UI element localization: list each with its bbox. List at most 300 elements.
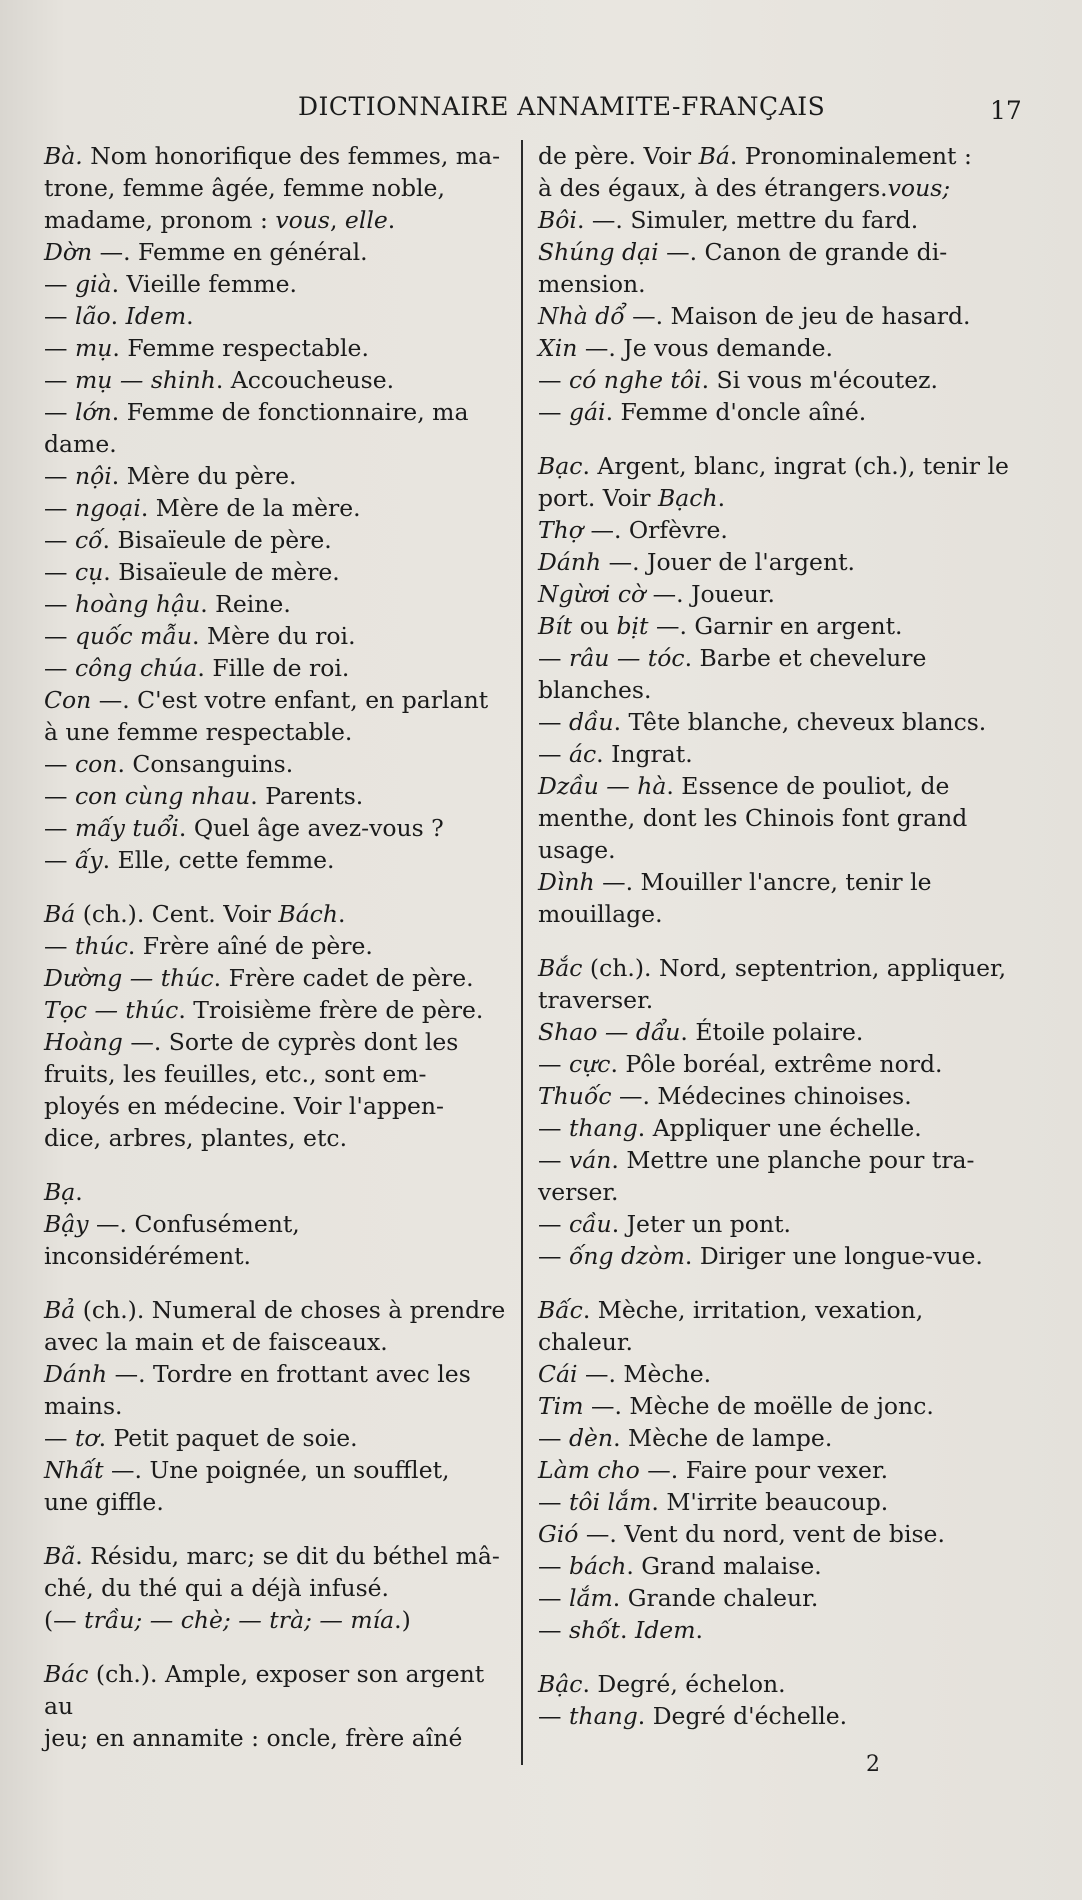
italic-ref: Bách	[278, 900, 338, 928]
entry-line	[44, 994, 514, 1026]
entry-gap	[538, 930, 1016, 952]
headword: Nhà dổ	[538, 302, 625, 330]
definition-text: . Accoucheuse.	[215, 366, 395, 394]
definition-text: . Quel âge avez-vous ?	[178, 814, 444, 842]
definition-text: —. Jouer de l'argent.	[601, 548, 855, 576]
definition-text: .	[110, 302, 126, 330]
definition-text: .	[75, 1178, 83, 1206]
definition-text: de père. Voir	[538, 142, 699, 170]
signature-mark: 2	[866, 1752, 880, 1777]
headword: Dánh	[44, 1360, 108, 1388]
entry-headword-line	[44, 1540, 514, 1572]
entry-line	[538, 236, 1016, 268]
entry-line	[538, 332, 1016, 364]
definition-text: madame, pronom :	[44, 206, 276, 234]
entry-line	[44, 1454, 514, 1486]
entry-line	[44, 396, 514, 428]
headword: Bã	[44, 1542, 76, 1570]
entry-line	[538, 1486, 1016, 1518]
entry-line	[538, 866, 1016, 898]
headword: Dzầu — hà	[538, 772, 667, 800]
headword: Bá	[44, 900, 76, 928]
definition-text: —	[538, 740, 569, 768]
definition-text: . Mère du roi.	[192, 622, 356, 650]
italic-ref: Idem	[634, 1616, 696, 1644]
entry-line	[44, 652, 514, 684]
definition-text: . Femme de fonctionnaire, ma	[111, 398, 469, 426]
entry-line	[538, 674, 1016, 706]
entry-gap	[538, 1272, 1016, 1294]
definition-text: —. Maison de jeu de hasard.	[624, 302, 971, 330]
entry-line	[538, 1112, 1016, 1144]
definition-text: . Femme d'oncle aîné.	[605, 398, 867, 426]
headword: ấy	[74, 846, 103, 874]
entry-line	[538, 642, 1016, 674]
entry-gap	[44, 1272, 514, 1294]
definition-text: . Résidu, marc; se dit du béthel mâ-	[75, 1542, 500, 1570]
entry-line	[538, 1422, 1016, 1454]
definition-text: —	[44, 814, 75, 842]
entry-line	[538, 1582, 1016, 1614]
definition-text: —. Garnir en argent.	[648, 612, 903, 640]
entry-line	[538, 738, 1016, 770]
entry-line	[538, 1080, 1016, 1112]
headword: con cùng nhau	[74, 782, 251, 810]
running-header	[0, 92, 1082, 132]
headword: Bôi	[538, 206, 577, 234]
headword: mấy tuổi	[74, 814, 179, 842]
definition-text: traverser.	[538, 986, 654, 1014]
definition-text: —. Mouiller l'ancre, tenir le	[594, 868, 932, 896]
headword: hoàng hậu	[74, 590, 201, 618]
headword: cụ	[74, 558, 104, 586]
entry-line	[44, 236, 514, 268]
entry-line	[44, 1090, 514, 1122]
headword: cầu	[568, 1210, 612, 1238]
headword: Dờn	[44, 238, 93, 266]
entry-gap	[44, 876, 514, 898]
definition-text: .)	[394, 1606, 411, 1634]
entry-line	[538, 1614, 1016, 1646]
definition-text: . Si vous m'écoutez.	[701, 366, 938, 394]
headword: ngoại	[74, 494, 141, 522]
headword: con	[74, 750, 118, 778]
entry-line	[44, 1208, 514, 1272]
headword: dèn	[568, 1424, 614, 1452]
definition-text: ployés en médecine. Voir l'appen-	[44, 1092, 444, 1120]
entry-line	[538, 1144, 1016, 1176]
italic-ref: Bá	[698, 142, 730, 170]
definition-text: . Reine.	[200, 590, 291, 618]
entry-line	[44, 1572, 514, 1604]
definition-text: —. Je vous demande.	[577, 334, 833, 362]
entry-line	[44, 588, 514, 620]
entry-gap	[538, 428, 1016, 450]
definition-text: . Jeter un pont.	[611, 1210, 791, 1238]
definition-text: . Mèche, irritation, vexation, chaleur.	[538, 1296, 924, 1356]
definition-text: à une femme respectable.	[44, 718, 353, 746]
column-divider	[521, 140, 523, 1765]
definition-text: —. Mèche.	[577, 1360, 712, 1388]
definition-text: (—	[44, 1606, 85, 1634]
definition-text: . M'irrite beaucoup.	[651, 1488, 889, 1516]
headword: già	[74, 270, 112, 298]
left-column	[44, 140, 514, 1754]
headword: lão	[74, 302, 111, 330]
entry-line	[44, 172, 514, 204]
entry-line	[538, 396, 1016, 428]
headword: Hoàng	[44, 1028, 123, 1056]
headword: cố	[74, 526, 103, 554]
definition-text: —	[44, 302, 75, 330]
entry-line	[538, 514, 1016, 546]
definition-text: —	[538, 1210, 569, 1238]
right-column	[538, 140, 1016, 1732]
definition-text: —	[538, 398, 569, 426]
entry-line	[44, 930, 514, 962]
headword: lắm	[568, 1584, 613, 1612]
definition-text: —. Orfèvre.	[582, 516, 728, 544]
definition-text: mains.	[44, 1392, 123, 1420]
entry-headword-line	[44, 1658, 514, 1722]
headword: Bả	[44, 1296, 76, 1324]
definition-text: . Consanguins.	[117, 750, 294, 778]
definition-text: —	[538, 1616, 569, 1644]
headword: trầu; — chè; — trà; — mía	[84, 1606, 395, 1634]
definition-text: —	[44, 366, 75, 394]
definition-text: —	[44, 932, 75, 960]
entry-line	[538, 898, 1016, 930]
definition-text: . Tête blanche, cheveux blancs.	[613, 708, 987, 736]
entry-line	[44, 684, 514, 716]
headword: Xin	[538, 334, 578, 362]
entry-line	[44, 620, 514, 652]
entry-line	[538, 482, 1016, 514]
entry-gap	[44, 1636, 514, 1658]
definition-text: . Appliquer une échelle.	[637, 1114, 922, 1142]
headword: lớn	[74, 398, 112, 426]
definition-text: . Mèche de lampe.	[613, 1424, 833, 1452]
definition-text: mouillage.	[538, 900, 663, 928]
headword: mụ — shinh	[74, 366, 216, 394]
headword: Thợ	[538, 516, 583, 544]
definition-text: . Troisième frère de père.	[178, 996, 484, 1024]
definition-text: —	[538, 708, 569, 736]
definition-text: .	[717, 484, 726, 512]
definition-text: —	[538, 1552, 569, 1580]
definition-text: —	[538, 1424, 569, 1452]
definition-text: . Parents.	[250, 782, 364, 810]
entry-line	[44, 716, 514, 748]
definition-text: —	[44, 622, 75, 650]
headword: ván	[568, 1146, 612, 1174]
entry-line	[44, 268, 514, 300]
definition-text: . Degré d'échelle.	[637, 1702, 848, 1730]
entry-line	[538, 1208, 1016, 1240]
entry-headword-line	[44, 898, 514, 930]
definition-text: dice, arbres, plantes, etc.	[44, 1124, 348, 1152]
definition-text: —	[538, 1584, 569, 1612]
headword: công chúa	[74, 654, 198, 682]
definition-text: .	[186, 302, 194, 330]
headword: Tọc — thúc	[44, 996, 179, 1024]
page-title: DICTIONNAIRE ANNAMITE-FRANÇAIS	[298, 92, 826, 121]
headword: nội	[74, 462, 112, 490]
definition-text: —	[538, 366, 569, 394]
definition-text: . Elle, cette femme.	[102, 846, 335, 874]
entry-line	[44, 1058, 514, 1090]
entry-line	[538, 610, 1016, 642]
headword: thang	[568, 1114, 638, 1142]
definition-text: . Grande chaleur.	[612, 1584, 819, 1612]
headword: Bác	[44, 1660, 89, 1688]
entry-line	[44, 962, 514, 994]
definition-text: —. Tordre en frottant avec les	[107, 1360, 471, 1388]
entry-line	[538, 1240, 1016, 1272]
headword: Bạ	[44, 1178, 76, 1206]
definition-text: (ch.). Cent. Voir	[75, 900, 279, 928]
entry-line	[44, 812, 514, 844]
headword: Dánh	[538, 548, 602, 576]
definition-text: . Grand malaise.	[626, 1552, 822, 1580]
entry-line	[44, 204, 514, 236]
definition-text: . —. Simuler, mettre du fard.	[576, 206, 919, 234]
headword: gái	[568, 398, 606, 426]
definition-text: —	[44, 654, 75, 682]
definition-text: . Pronominalement :	[729, 142, 972, 170]
definition-text: port. Voir	[538, 484, 658, 512]
definition-text: . Fille de roi.	[197, 654, 350, 682]
entry-line	[538, 1176, 1016, 1208]
headword: Thuốc	[538, 1082, 612, 1110]
entry-gap	[538, 1646, 1016, 1668]
definition-text: ou	[572, 612, 617, 640]
definition-text: —. Une poignée, un soufflet,	[103, 1456, 450, 1484]
headword: Bạc	[538, 452, 583, 480]
definition-text: verser.	[538, 1178, 619, 1206]
definition-text: . Femme respectable.	[112, 334, 369, 362]
entry-line	[44, 364, 514, 396]
headword: Bấc	[538, 1296, 583, 1324]
definition-text: —	[44, 782, 75, 810]
definition-text: —	[538, 1702, 569, 1730]
definition-text: —. C'est votre enfant, en parlant	[91, 686, 489, 714]
entry-line	[538, 834, 1016, 866]
headword: dầu	[568, 708, 614, 736]
definition-text: . Mère de la mère.	[140, 494, 361, 522]
definition-text: jeu; en annamite : oncle, frère aîné	[44, 1724, 463, 1752]
definition-text: —. Femme en général.	[92, 238, 368, 266]
definition-text: trone, femme âgée, femme noble,	[44, 174, 445, 202]
headword: Bắc	[538, 954, 583, 982]
headword: Làm cho	[538, 1456, 640, 1484]
headword: tơ	[74, 1424, 99, 1452]
page-number: 17	[990, 96, 1022, 125]
definition-text: menthe, dont les Chinois font grand	[538, 804, 968, 832]
definition-text: —	[44, 1424, 75, 1452]
headword: Dình	[538, 868, 595, 896]
headword: thang	[568, 1702, 638, 1730]
definition-text: —. Canon de grande di-	[658, 238, 948, 266]
entry-line	[44, 1122, 514, 1154]
definition-text: . Degré, échelon.	[582, 1670, 786, 1698]
entry-line	[538, 1016, 1016, 1048]
definition-text: . Argent, blanc, ingrat (ch.), tenir le	[582, 452, 1009, 480]
headword: bách	[568, 1552, 627, 1580]
definition-text: —. Faire pour vexer.	[639, 1456, 889, 1484]
definition-text: —	[44, 526, 75, 554]
entry-line	[538, 1048, 1016, 1080]
entry-headword-line	[538, 450, 1016, 482]
definition-text: .	[337, 900, 346, 928]
definition-text: —	[44, 558, 75, 586]
definition-text: —. Mèche de moëlle de jonc.	[583, 1392, 934, 1420]
definition-text: . Étoile polaire.	[680, 1018, 864, 1046]
definition-text: . Diriger une longue-vue.	[684, 1242, 983, 1270]
italic-ref: Idem	[125, 302, 187, 330]
entry-line	[538, 300, 1016, 332]
definition-text: (ch.). Numeral de choses à prendre	[75, 1296, 506, 1324]
definition-text: . Bisaïeule de père.	[102, 526, 332, 554]
definition-text: —	[44, 334, 75, 362]
definition-text: .	[695, 1616, 703, 1644]
headword: Shúng dại	[538, 238, 659, 266]
entry-line	[538, 140, 1016, 172]
italic-ref: vous	[275, 206, 330, 234]
entry-line	[44, 460, 514, 492]
definition-text: à des égaux, à des étrangers.	[538, 174, 888, 202]
entry-line	[538, 1390, 1016, 1422]
headword: Nhất	[44, 1456, 104, 1484]
entry-headword-line	[44, 140, 514, 172]
definition-text: dame.	[44, 430, 117, 458]
entry-line	[538, 770, 1016, 802]
headword: cực	[568, 1050, 611, 1078]
definition-text: une giffle.	[44, 1488, 164, 1516]
definition-text: —	[44, 270, 75, 298]
entry-headword-line	[538, 952, 1016, 984]
definition-text: —	[538, 1242, 569, 1270]
entry-line	[44, 1026, 514, 1058]
definition-text: mension.	[538, 270, 646, 298]
headword: Bà.	[44, 142, 83, 170]
entry-line	[44, 524, 514, 556]
definition-text: . Essence de pouliot, de	[666, 772, 950, 800]
entry-headword-line	[538, 1668, 1016, 1700]
definition-text: —	[44, 750, 75, 778]
definition-text: . Frère cadet de père.	[213, 964, 474, 992]
entry-gap	[44, 1154, 514, 1176]
headword: ác	[568, 740, 597, 768]
entry-line	[44, 332, 514, 364]
entry-line	[538, 204, 1016, 236]
definition-text: usage.	[538, 836, 616, 864]
headword: tôi lắm	[568, 1488, 652, 1516]
entry-headword-line	[538, 1294, 1016, 1358]
definition-text: avec la main et de faisceaux.	[44, 1328, 388, 1356]
definition-text: (ch.). Ample, exposer son argent au	[44, 1660, 485, 1720]
definition-text: .	[620, 1616, 635, 1644]
italic-ref: elle	[344, 206, 388, 234]
definition-text: . Bisaïeule de mère.	[103, 558, 340, 586]
entry-headword-line	[44, 1176, 514, 1208]
headword: thúc	[74, 932, 128, 960]
entry-line	[44, 844, 514, 876]
definition-text: —	[44, 846, 75, 874]
definition-text: —. Vent du nord, vent de bise.	[578, 1520, 945, 1548]
entry-line	[44, 492, 514, 524]
definition-text: . Petit paquet de soie.	[98, 1424, 358, 1452]
entry-line	[44, 780, 514, 812]
entry-gap	[44, 1518, 514, 1540]
definition-text: —	[44, 398, 75, 426]
headword: có nghe tôi	[568, 366, 702, 394]
definition-text: —	[538, 1146, 569, 1174]
definition-text: ,	[329, 206, 345, 234]
entry-line	[44, 1486, 514, 1518]
headword: Dường — thúc	[44, 964, 214, 992]
definition-text: —. Sorte de cyprès dont les	[122, 1028, 459, 1056]
entry-line	[538, 268, 1016, 300]
entry-line	[538, 706, 1016, 738]
entry-line	[44, 1358, 514, 1390]
headword: Con	[44, 686, 92, 714]
entry-line	[538, 984, 1016, 1016]
definition-text: —	[538, 1050, 569, 1078]
entry-line	[44, 1326, 514, 1358]
entry-line	[44, 1390, 514, 1422]
definition-text: Nom honorifique des femmes, ma-	[82, 142, 501, 170]
definition-text: ché, du thé qui a déjà infusé.	[44, 1574, 390, 1602]
entry-headword-line	[44, 1294, 514, 1326]
definition-text: . Ingrat.	[596, 740, 693, 768]
definition-text: .	[387, 206, 396, 234]
definition-text: —	[538, 1114, 569, 1142]
entry-line	[538, 1550, 1016, 1582]
headword: Bậc	[538, 1670, 583, 1698]
entry-line	[44, 1722, 514, 1754]
entry-line	[538, 802, 1016, 834]
definition-text: . Vieille femme.	[111, 270, 297, 298]
definition-text: —	[44, 590, 75, 618]
italic-ref: bịt	[616, 612, 649, 640]
entry-line	[538, 172, 1016, 204]
entry-line	[538, 1358, 1016, 1390]
headword: Ngừơi cờ	[538, 580, 646, 608]
definition-text: . Mère du père.	[111, 462, 297, 490]
entry-line	[538, 578, 1016, 610]
headword: Shao — dẩu	[538, 1018, 681, 1046]
headword: râu — tóc	[568, 644, 685, 672]
headword: quốc mẫu	[74, 622, 192, 650]
entry-line	[44, 1604, 514, 1636]
definition-text: —. Confusément, inconsidérément.	[44, 1210, 300, 1270]
definition-text: . Barbe et chevelure	[684, 644, 927, 672]
entry-line	[44, 1422, 514, 1454]
entry-line	[538, 1518, 1016, 1550]
definition-text: fruits, les feuilles, etc., sont em-	[44, 1060, 427, 1088]
definition-text: —. Joueur.	[645, 580, 775, 608]
italic-ref: vous;	[887, 174, 951, 202]
headword: shốt	[568, 1616, 621, 1644]
definition-text: blanches.	[538, 676, 652, 704]
definition-text: —. Médecines chinoises.	[611, 1082, 912, 1110]
headword: Bậy	[44, 1210, 89, 1238]
entry-line	[538, 1454, 1016, 1486]
entry-line	[538, 1700, 1016, 1732]
headword: Bít	[538, 612, 573, 640]
definition-text: . Pôle boréal, extrême nord.	[610, 1050, 943, 1078]
